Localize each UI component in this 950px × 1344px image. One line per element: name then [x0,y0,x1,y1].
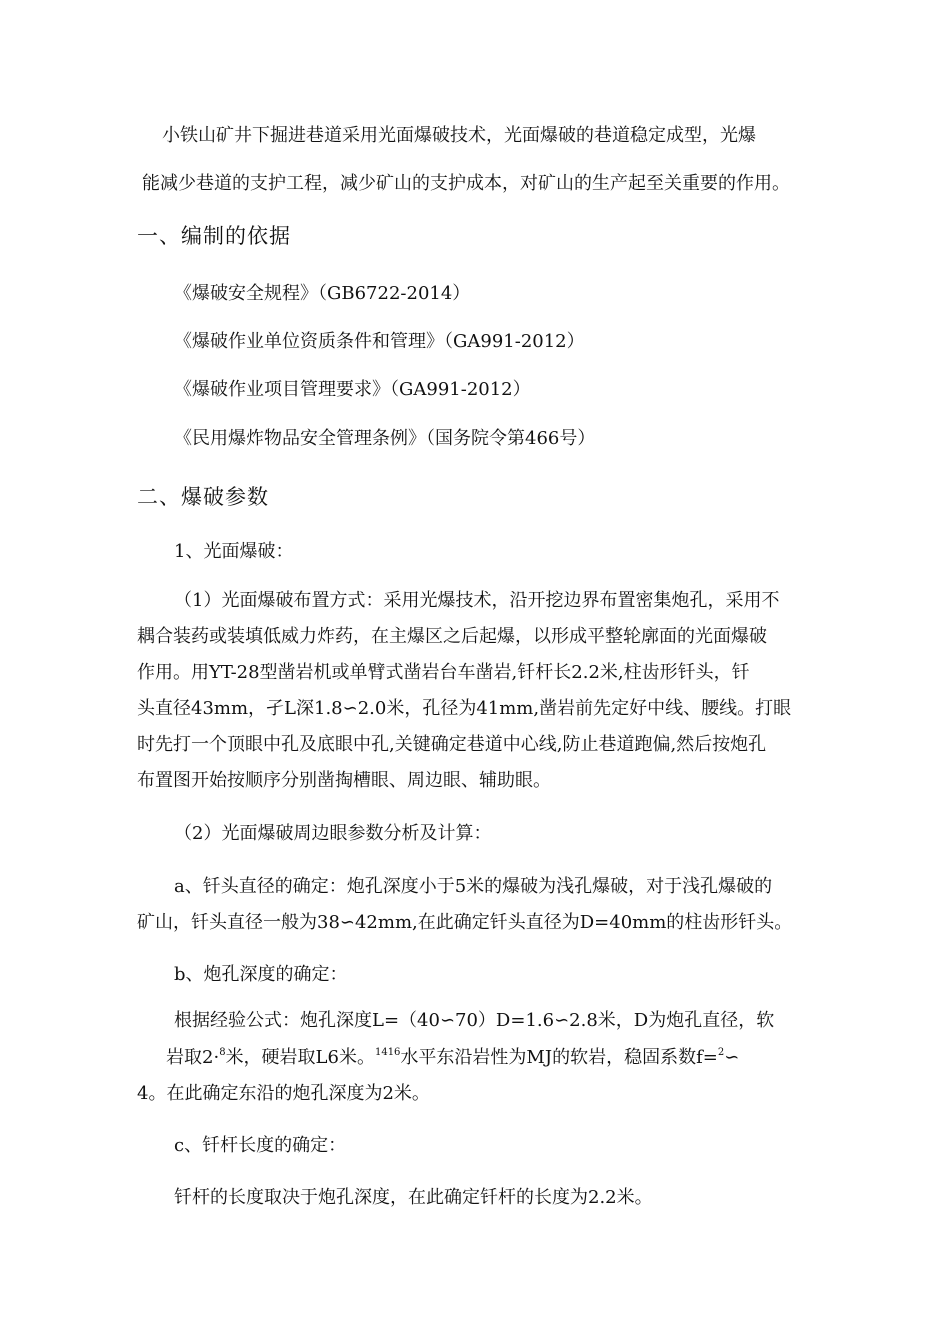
paragraph-line: 耦合装药或装填低威力炸药，在主爆区之后起爆，以形成平整轮廓面的光面爆破 [137,626,767,647]
paragraph-line: 布置图开始按顺序分别凿掏槽眼、周边眼、辅助眼。 [137,770,551,791]
intro-line-1: 小铁山矿井下掘进巷道采用光面爆破技术，光面爆破的巷道稳定成型，光爆 [162,125,756,146]
subheading-smooth-blasting: 1、光面爆破： [174,541,294,562]
reference-item: 《民用爆炸物品安全管理条例》（国务院令第466号） [174,428,596,449]
paragraph-line: 岩取2·$^8$米，硬岩取L6米。$^{1416}$水平东沿岩性为MJ的软岩，稳固系数f=$^2$∽ [166,1047,740,1068]
section-heading-basis: 一、编制的依据 [137,224,291,248]
paragraph-line: （2）光面爆破周边眼参数分析及计算： [174,823,492,844]
paragraph-line: 时先打一个顶眼中孔及底眼中孔,关键确定巷道中心线,防止巷道跑偏,然后按炮孔 [137,734,767,755]
paragraph-line: 头直径43mm，孑L深1.8∽2.0米，孔径为41mm,凿岩前先定好中线、腰线。打眼 [137,698,792,719]
reference-item: 《爆破作业项目管理要求》（GA991-2012） [174,379,531,400]
paragraph-line: 根据经验公式：炮孔深度L=（40∽70）D=1.6∽2.8米，D为炮孔直径，软 [174,1010,775,1031]
reference-item: 《爆破安全规程》（GB6722-2014） [174,283,471,304]
subheading-rod-length: c、钎杆长度的确定： [174,1135,347,1156]
paragraph-line: 作用。用YT-28型凿岩机或单臂式凿岩台车凿岩,钎杆长2.2米,柱齿形钎头，钎 [137,662,750,683]
paragraph-line: 矿山，钎头直径一般为38∽42mm,在此确定钎头直径为D=40mm的柱齿形钎头。 [137,912,793,933]
subheading-hole-depth: b、炮孔深度的确定： [174,964,348,985]
paragraph-line: 4。在此确定东沿的炮孔深度为2米。 [137,1083,430,1104]
paragraph-line: 钎杆的长度取决于炮孔深度，在此确定钎杆的长度为2.2米。 [174,1187,653,1208]
section-heading-params: 二、爆破参数 [137,485,269,509]
paragraph-line: a、钎头直径的确定：炮孔深度小于5米的爆破为浅孔爆破，对于浅孔爆破的 [174,876,773,897]
reference-item: 《爆破作业单位资质条件和管理》（GA991-2012） [174,331,585,352]
intro-line-2: 能减少巷道的支护工程，减少矿山的支护成本，对矿山的生产起至关重要的作用。 [142,173,790,194]
paragraph-line: （1）光面爆破布置方式：采用光爆技术，沿开挖边界布置密集炮孔，采用不 [174,590,780,611]
